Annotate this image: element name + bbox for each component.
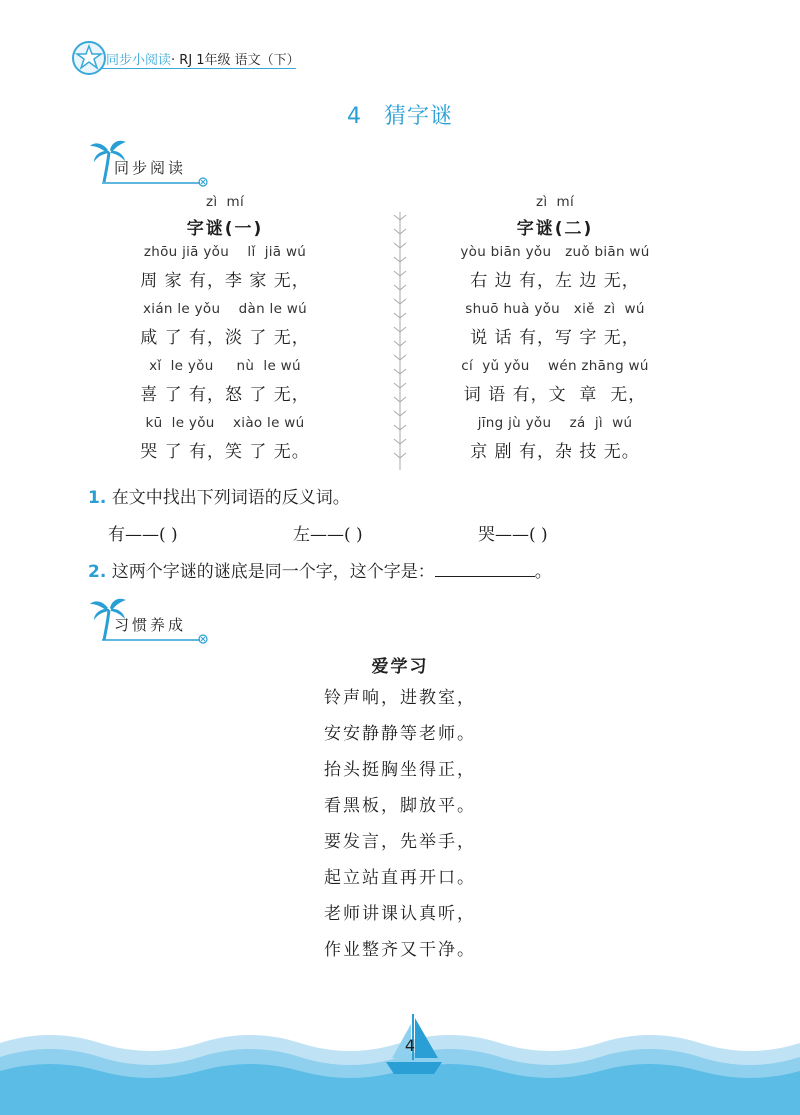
q1-answer-2[interactable]: 左——( ) <box>293 525 363 545</box>
riddle-line-pinyin: xǐ le yǒu nù le wú <box>149 358 301 374</box>
riddle-line-text: 京 剧 有，杂 技 无。 <box>470 442 640 462</box>
poem-line: 要发言，先举手， <box>324 832 476 852</box>
lesson-title: 4 猜字谜 <box>346 104 453 129</box>
poem-line: 老师讲课认真听， <box>324 904 476 924</box>
riddle-2-title: 字谜(二) <box>516 219 594 239</box>
header-series: 同步小阅读· RJ 1年级 语文（下） <box>106 53 300 68</box>
riddle-2-title-pinyin: zì mí <box>535 194 575 210</box>
question-1: 1. 在文中找出下列词语的反义词。 <box>88 488 350 508</box>
section-reading-label: 同步阅读 <box>114 159 187 177</box>
riddle-1-title-pinyin: zì mí <box>205 194 245 210</box>
poem-line: 安安静静等老师。 <box>324 724 476 744</box>
riddle-line-pinyin: kū le yǒu xiào le wú <box>145 415 305 431</box>
header-divider <box>100 68 296 69</box>
section-underline <box>100 174 210 188</box>
riddle-line-pinyin: yòu biān yǒu zuǒ biān wú <box>460 244 650 260</box>
riddle-1 <box>120 194 330 472</box>
riddle-line-pinyin: xián le yǒu dàn le wú <box>142 301 307 317</box>
poem-title: 爱学习 <box>371 657 429 677</box>
riddle-line-text: 右 边 有，左 边 无， <box>470 271 640 291</box>
q1-answer-3[interactable]: 哭——( ) <box>478 525 548 545</box>
q2-answer-blank[interactable] <box>435 562 535 577</box>
riddle-line-text: 喜 了 有，怒 了 无， <box>140 385 310 405</box>
section-habit-label: 习惯养成 <box>114 616 187 634</box>
page-number: 4 <box>404 1036 416 1055</box>
riddle-line-pinyin: cí yǔ yǒu wén zhāng wú <box>461 358 649 374</box>
riddle-2 <box>440 194 670 472</box>
poem-line: 抬头挺胸坐得正， <box>324 760 476 780</box>
riddle-line-text: 哭 了 有，笑 了 无。 <box>140 442 310 462</box>
question-2: 2. 这两个字谜的谜底是同一个字，这个字是： 。 <box>88 562 552 582</box>
poem-line: 作业整齐又干净。 <box>324 940 476 960</box>
section-underline <box>100 631 210 645</box>
poem-line: 看黑板，脚放平。 <box>324 796 476 816</box>
poem-line: 起立站直再开口。 <box>324 868 476 888</box>
riddle-line-text: 说 话 有，写 字 无， <box>470 328 640 348</box>
riddle-line-text: 词 语 有，文 章 无， <box>463 385 647 405</box>
poem-line: 铃声响，进教室， <box>324 688 476 708</box>
riddle-1-title: 字谜(一) <box>186 219 264 239</box>
riddle-line-pinyin: zhōu jiā yǒu lǐ jiā wú <box>143 244 307 260</box>
riddle-line-text: 周 家 有，李 家 无， <box>140 271 310 291</box>
riddle-line-text: 咸 了 有，淡 了 无， <box>140 328 310 348</box>
riddle-line-pinyin: shuō huà yǒu xiě zì wú <box>465 301 645 317</box>
vine-divider <box>388 212 412 470</box>
q1-answer-1[interactable]: 有——( ) <box>108 525 178 545</box>
riddle-line-pinyin: jīng jù yǒu zá jì wú <box>477 415 633 431</box>
poem-body <box>0 680 800 968</box>
series-logo-icon <box>71 40 107 76</box>
